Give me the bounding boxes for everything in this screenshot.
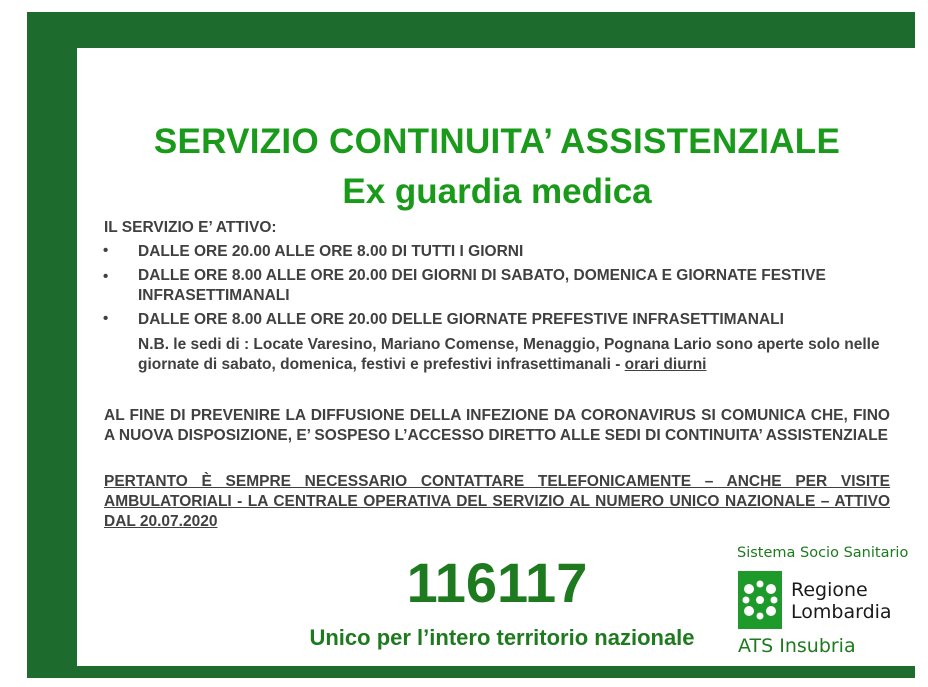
poster-frame <box>27 12 915 678</box>
phone-caption: Unico per l’intero territorio nazionale <box>309 625 695 650</box>
phone-number: 116117 <box>406 551 588 614</box>
agency-name: ATS Insubria <box>738 635 856 657</box>
poster-panel <box>77 48 917 666</box>
lombardy-rose-icon <box>738 571 782 629</box>
bullet-icon: • <box>103 268 109 285</box>
poster-title: SERVIZIO CONTINUITA’ ASSISTENZIALE <box>153 122 841 161</box>
system-label: Sistema Socio Sanitario <box>737 545 909 561</box>
bullet-icon: • <box>103 310 109 327</box>
service-intro: IL SERVIZIO E’ ATTIVO: <box>104 219 277 236</box>
list-item: DALLE ORE 20.00 ALLE ORE 8.00 DI TUTTI I GIORNI <box>138 243 524 260</box>
list-item: DALLE ORE 8.00 ALLE ORE 20.00 DELLE GIORNATE PREFESTIVE INFRASETTIMANALI <box>138 311 784 328</box>
region-name-line2: Lombardia <box>791 601 892 623</box>
bullet-icon: • <box>103 242 109 259</box>
note-daytime-hours: orari diurni <box>624 356 707 373</box>
note-body: N.B. le sedi di : Locate Varesino, Mariano Comense, Menaggio, Pognana Lario sono aperte solo nelle giornate di sabato, domenica, festivi e prefestivi infrasettimanali - <box>138 336 880 373</box>
contact-instructions: PERTANTO È SEMPRE NECESSARIO CONTATTARE TELEFONICAMENTE – ANCHE PER VISITE AMBULATORIALI - LA CENTRALE OPERATIVA DEL SERVIZIO AL NUMERO UNICO NAZIONALE – ATTIVO DAL 20.07.2020 <box>104 473 890 530</box>
note-text <box>138 335 898 375</box>
region-name-line1: Regione <box>791 579 868 601</box>
list-item: DALLE ORE 8.00 ALLE ORE 20.00 DEI GIORNI DI SABATO, DOMENICA E GIORNATE FESTIVE INFRASETTIMANALI <box>138 267 826 304</box>
coronavirus-notice: AL FINE DI PREVENIRE LA DIFFUSIONE DELLA INFEZIONE DA CORONAVIRUS SI COMUNICA CHE, FINO A NUOVA DISPOSIZIONE, E’ SOSPESO L’ACCESSO DIRETTO ALLE SEDI DI CONTINUITA’ ASSISTENZIALE <box>104 407 890 444</box>
poster-subtitle: Ex guardia medica <box>342 172 652 211</box>
